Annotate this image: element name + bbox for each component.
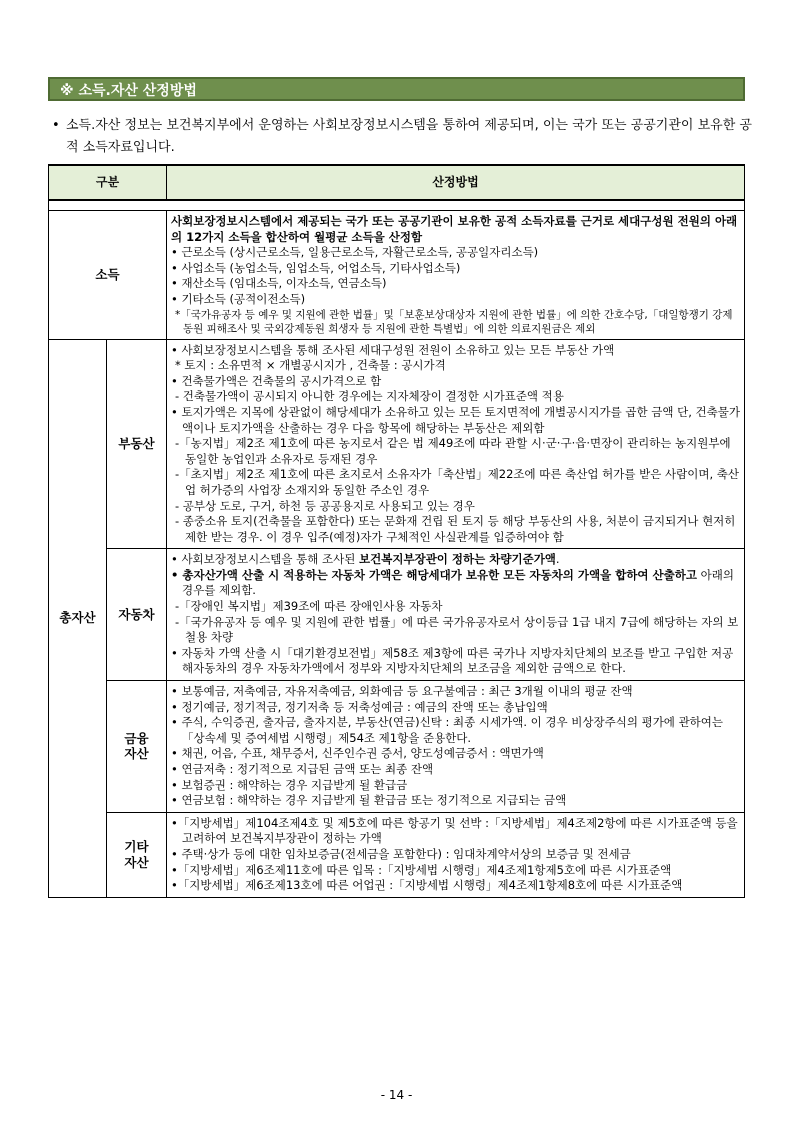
vehicle-line: -「국가유공자 등 예우 및 지원에 관한 법률」에 따른 국가유공자로서 상이등급 1급 내지 7급에 해당하는 자의 보철용 차량: [175, 614, 739, 645]
financial-line: • 연금보험 : 해약하는 경우 지급받게 될 환급금 또는 정기적으로 지급되는 금액: [171, 793, 567, 808]
income-item: • 사업소득 (농업소득, 임업소득, 어업소득, 기타사업소득): [171, 260, 461, 275]
bullet-icon: •: [52, 118, 60, 133]
intro-text: 소득.자산 정보는 보건복지부에서 운영하는 사회보장정보시스템을 통하여 제공되며, 이는 국가 또는 공공기관이 보유한 공적 소득자료입니다.: [66, 118, 752, 155]
income-method: [167, 211, 745, 340]
real-estate-line: • 건축물가액은 건축물의 공시가격으로 함: [171, 373, 382, 388]
real-estate-line: • 사회보장정보시스템을 통해 조사된 세대구성원 전원이 소유하고 있는 모든 부동산 가액: [171, 342, 615, 357]
real-estate-method: [167, 339, 745, 549]
financial-label: 금융 자산: [107, 681, 167, 813]
real-estate-line: - 공부상 도로, 구거, 하천 등 공공용지로 사용되고 있는 경우: [175, 498, 475, 513]
real-estate-label: 부동산: [107, 339, 167, 549]
financial-line: • 정기예금, 정기적금, 정기저축 등 저축성예금 : 예금의 잔액 또는 총납입액: [171, 699, 548, 714]
financial-line: • 보험증권 : 해약하는 경우 지급받게 될 환급금: [171, 777, 408, 792]
other-assets-label: 기타 자산: [107, 812, 167, 897]
vehicle-line: -「장애인 복지법」제39조에 따른 장애인사용 자동차: [175, 599, 443, 614]
financial-line: • 주식, 수익증권, 출자금, 출자지분, 부동산(연금)신탁 : 최종 시세가액. 이 경우 비상장주식의 평가에 관하여는「상속세 및 증여세법 시행령」제54조 제1항을 준용한다.: [171, 715, 724, 745]
other-assets-method: [167, 812, 745, 897]
income-row: [49, 211, 745, 340]
other-assets-row: [49, 812, 745, 897]
real-estate-row: [49, 339, 745, 549]
intro-paragraph: [52, 115, 752, 159]
vehicle-row: [49, 549, 745, 681]
section-title: ※ 소득.자산 산정방법: [48, 77, 745, 101]
other-assets-line: •「지방세법」제6조제11호에 따른 입목 :「지방세법 시행령」제4조제1항제5호에 따른 시가표준액: [171, 862, 672, 877]
page-number: - 14 -: [380, 1088, 413, 1102]
income-lead: 사회보장정보시스템에서 제공되는 국가 또는 공공기관이 보유한 공적 소득자료를 근거로 세대구성원 전원의 아래의 12가지 소득을 합산하여 월평균 소득을 산정함: [171, 214, 738, 244]
income-item: • 기타소득 (공적이전소득): [171, 291, 306, 306]
financial-row: [49, 681, 745, 813]
real-estate-line: -「초지법」제2조 제1호에 따른 초지로서 소유자가「축산법」제22조에 따른 축산업 허가를 받은 사람이며, 축산업 허가증의 사업장 소재지와 동일한 주소인 경우: [175, 467, 739, 497]
vehicle-method: [167, 549, 745, 681]
vehicle-line: • 사회보장정보시스템을 통해 조사된 보건복지부장관이 정하는 차량기준가액.: [171, 552, 560, 567]
income-asset-table: [48, 164, 745, 898]
other-assets-line: • 주택·상가 등에 대한 임차보증금(전세금을 포함한다) : 임대차계약서상의 보증금 및 전세금: [171, 846, 631, 861]
financial-line: • 채권, 어음, 수표, 채무증서, 신주인수권 증서, 양도성예금증서 : 액면가액: [171, 746, 544, 761]
real-estate-line: - 종중소유 토지(건축물을 포함한다) 또는 문화재 건립 된 토지 등 해당 부동산의 사용, 처분이 금지되거나 현저히 제한 받는 경우. 이 경우 입주(예정)자가 구체적인 사실관계를 입증하여야 함: [175, 514, 736, 544]
financial-line: • 연금저축 : 정기적으로 지급된 금액 또는 최종 잔액: [171, 762, 434, 776]
income-label: 소득: [49, 211, 167, 340]
header-category: 구분: [49, 165, 167, 200]
financial-line: • 보통예금, 저축예금, 자유저축예금, 외화예금 등 요구불예금 : 최근 3개월 이내의 평균 잔액: [171, 684, 633, 699]
income-item: • 근로소득 (상시근로소득, 일용근로소득, 자활근로소득, 공공일자리소득): [171, 245, 539, 260]
real-estate-line: * 토지 : 소유면적 × 개별공시지가 , 건축물 : 공시가격: [175, 358, 446, 373]
real-estate-line: - 건축물가액이 공시되지 아니한 경우에는 지자체장이 결정한 시가표준액 적용: [175, 389, 564, 404]
other-assets-line: •「지방세법」제6조제13호에 따른 어업권 :「지방세법 시행령」제4조제1항제8호에 따른 시가표준액: [171, 878, 683, 893]
assets-label: 총자산: [49, 339, 107, 897]
vehicle-line: • 자동차 가액 산출 시「대기환경보전법」제58조 제3항에 따른 국가나 지방자치단체의 보조를 받고 구입한 저공해자동차의 경우 자동차가액에서 정부와 지방자치단체의 보조금을 제외한 금액으로 한다.: [171, 645, 734, 676]
vehicle-line: • 총자산가액 산출 시 적용하는 자동차 가액은 해당세대가 보유한 모든 자동차의 가액을 합하여 산출하고 아래의 경우를 제외함.: [171, 567, 734, 598]
financial-method: [167, 681, 745, 813]
income-item: • 재산소득 (임대소득, 이자소득, 연금소득): [171, 276, 387, 291]
real-estate-line: • 토지가액은 지목에 상관없이 해당세대가 소유하고 있는 모든 토지면적에 개별공시지가를 곱한 금액 단, 건축물가액이나 토지가액을 산출하는 경우 다음 항목에 해당하는 부동산은 제외함: [171, 404, 740, 435]
income-note: *「국가유공자 등 예우 및 지원에 관한 법률」및「보훈보상대상자 지원에 관한 법률」에 의한 간호수당,「대일항쟁기 강제동원 피해조사 및 국외강제동원 희생자 등 지원에 관한 특별법」에 의한 의료지원금은 제외: [175, 308, 733, 335]
real-estate-line: -「농지법」제2조 제1호에 따른 농지로서 같은 법 제49조에 따라 관할 시·군·구·읍·면장이 관리하는 농지원부에 동일한 농업인과 소유자로 등재된 경우: [175, 436, 731, 466]
table-header-row: [49, 165, 745, 200]
other-assets-line: •「지방세법」제104조제4호 및 제5호에 따른 항공기 및 선박 :「지방세법」제4조제2항에 따른 시가표준액 등을 고려하여 보건복지부장관이 정하는 가액: [171, 815, 738, 846]
header-method: 산정방법: [167, 165, 745, 200]
vehicle-label: 자동차: [107, 549, 167, 681]
